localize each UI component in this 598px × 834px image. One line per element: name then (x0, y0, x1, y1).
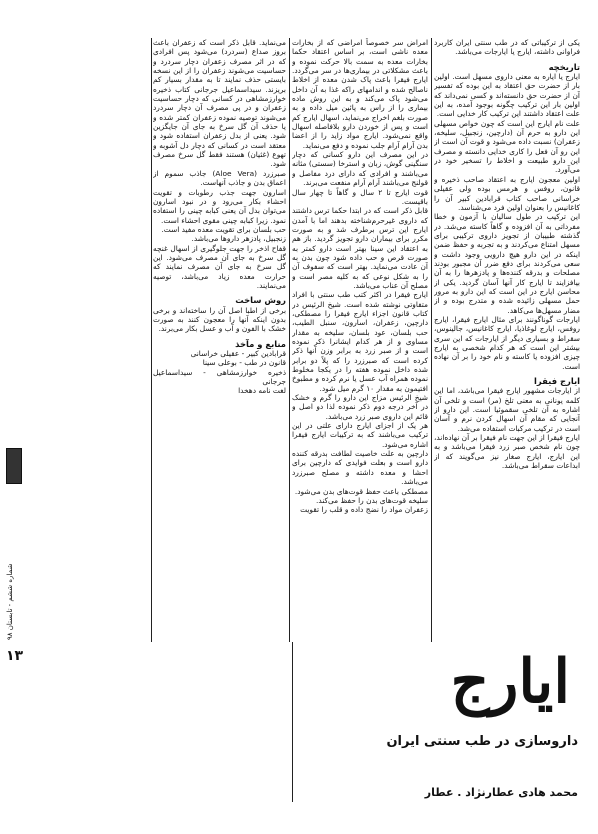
article-column-2 (292, 38, 428, 642)
paragraph: اولین معجون ایارج به اعتقاد صاحب ذخیره و قانون، روفس و هرمس بوده ولی عقیلی خراسانی صاحب کتاب قرابادین کبیر آن را کاغانیس را بعنوان اولین فرد می‌شناسد. (434, 174, 580, 212)
section-heading: ایارج فیقرا (534, 376, 580, 387)
paragraph: این ترکیب در طول سالیان با آزمون و خطا مفرداتی به آن افزوده و گاهاً کاسته می‌شد. در گذشته طبیبان از تجویز داروی ترکیبی برای مسهل امتناع می‌کردند و به تجربه و حفظ ضمن اینکه در این دارو هیچ دارویی وجود داشت و سعی می‌کردند برای دفع ضرر آن مجبور بودند مصلحات و بدرقه کننده‌ها و پادزهرها را به آن بیافزایند تا ایارج کار آنها آسان گردید. یکی از محاسن ایارج در این است که این دارو به مرور حمل مسهلی زائیده شده و متدرج بوده و از مضار مسهل‌ها می‌کاهد. (434, 212, 580, 315)
paragraph: ایارجات گوناگونند برای مثال ایارج فیقرا، ایارج روفس، ایارج لوغاذیا، ایارج کاغانیس، جالینوس، سقراط و بسیاری دیگر از ایارجات که این سری بیشتر این است که هر کدام شخصی به ایارج چیزی افزوده یا کاسته و نام خود را بر آن نهاده است. (434, 314, 580, 371)
paragraph: حب بلسان برای تقویت معده مفید است. (161, 224, 286, 234)
paragraph: از ایارجات مشهور ایارج فیقرا می‌باشد، اما این کلمه یونانی به معنی تلخ (مر) است و تلخی آن اشاره به آن تلخی سقموئیا است. این دارو از آنجایی که مقام آن اسهال کردن نرم و آسان است در ترکیب مرکبات استفاده می‌شد. (434, 386, 580, 433)
paragraph: قوت ایارج تا ۲ سال و گاهاً تا چهار سال باقیست. (292, 187, 428, 206)
paragraph: ایارج یا ایاره به معنی داروی مسهل است. اولین بار از حضرت حق اعتقاد به این بوده که تفسیر آن از حضرت حق دانسته‌اند و کسی نمی‌داند که اولین بار این ترکیب چگونه بوجود آمده، به این علت اعتقاد داشتند این ترکیب کار خدایی است. (434, 72, 580, 119)
paragraph: سلیخه قوت‌های بدن را حفظ می‌کند. (316, 495, 428, 505)
title-rule (292, 642, 293, 802)
column-rule (431, 38, 432, 642)
article-author: محمد هادی عطارنژاد . عطار (424, 786, 578, 799)
page-number: ۱۳ (6, 648, 24, 664)
paragraph: امراض سر خصوصاً امراضی که از بخارات معده ناشی است، بر اساس اعتقاد حکما بخارات معده به سمت بالا حرکت نموده و باعث مشکلاتی در بیماری‌ها در سر می‌گردد. ایارج فیقرا باعث پاک شدن معده از اخلاط ناصالح شده و اندامهای راکه غذا به آن داخل می‌شود پاک می‌کند و به این روش ماده بیماری را از راس به پائین میل داده و به صورت بلغم اخراج می‌نماید، اسهال ایارج کم است و پس از خوردن دارو بلافاصله اسهال واقع نمی‌شود. ایارج مواد زاید را از اعضا بدن آرام آرام جلب نموده و دفع می‌نماید. (292, 38, 428, 150)
paragraph: در این مصرف این دارو کسانی که دچار سنگینی گوش، زبان و استرخا (سستی) مثانه می‌باشند و افرادی که دارای درد مفاصل و قولنج می‌باشند آرام آرام منفعت می‌برند. (292, 150, 428, 188)
paragraph: صبرزرد (Aloe Vera) جاذب سموم از اعماق بدن و جاذب آنهاست. (153, 168, 286, 188)
section-heading: روش ساخت (235, 295, 286, 306)
paragraph: زنجبیل، پادزهر داروها می‌باشد. (191, 234, 286, 244)
paragraph: برخی از اطبا اصل آن را ساخته‌اند و برخی بدون اینکه آنها را معجون کنند به صورت خشک با الفون و آب و عسل بکار می‌برند. (153, 305, 286, 334)
issue-info: شماره ششم - تابستان ۹۸ (6, 563, 14, 640)
column-rule (289, 38, 290, 642)
paragraph: هر یک از اجزای ایارج دارای علتی در این ترکیب می‌باشند که به ترکیبات ایارج فیقرا اشاره می‌شود. (292, 421, 428, 449)
paragraph: می‌نماید. قابل ذکر است که زعفران باعث بروز صداع (سردرد) می‌شود پس افرادی که در اثر مصرف زعفران دچار سردرد و حساسیت می‌شوند زعفران را از این نسخه بایستی حذف نمایند تا به مقدار بسیار کم بریزند. سیداسماعیل جرجانی کتاب ذخیره خوارزمشاهی در کسانی که دچار حساسیت زعفران و در پی مصرف آن دچار سردرد می‌شوند توصیه نموده زعفران کمتر شده و یا حذف آن گل سرخ به جای آن جایگزین شود. یعنی از بدل زعفران استفاده شود و معتقد است در کسانی که دچار دل آشوبه و تهوع (غثیان) هستند فقط گل سرخ مصرف شود. (153, 38, 286, 169)
paragraph: ایارج فیقرا از این جهت نام فیقرا بر آن نهاده‌اند، چون نام شخص صبر زرد فیقرا می‌باشد و به این ایارج، ایارج صغار نیز می‌گویند که از ابداعات سقراط می‌باشد. (434, 433, 580, 471)
issue-sidebar (6, 448, 22, 668)
paragraph: قفاح اذخر را جهت جلوگیری از اسهال غنچه گل سرخ به جای آن مصرف می‌شود. این گل سرخ به جای آن مصرف نمایند که حرارت معده زیاد می‌باشد، توصیه می‌نمایند. (153, 243, 286, 290)
paragraph: زعفران مواد را نضج داده و قلب را تقویت (300, 505, 428, 515)
magazine-logo-icon (6, 448, 22, 484)
paragraph: قرابادین کبیر - عقیلی خراسانی (190, 349, 286, 358)
paragraph: ایارج فیقرا در اکثر کتب طب سنتی با افراد متفاوتی نوشته شده است. شیخ الرئیس در کتاب قانون اجزاء ایارج فیقرا را مصطکی، دارچین، زعفران، اسارون، سنبل الطیب، حب بلسان، عود بلسان، سلیخه به مقدار مساوی و از هر کدام ایشانرا ذکر نموده است و از صبر زرد به برابر وزن آنها ذکر کرده است که صبرزرد را که پلاً دو برابر شده داخل نموده هفته را در یکجا مخلوط نموده همراه آب عسل یا نرم کرده و مطبوخ افتیمون به مقدار ۱۰ گرم میل شود. (292, 290, 428, 393)
paragraph: لغت نامه دهخدا (238, 386, 286, 396)
paragraph: علت نام ایارج این است که چون خواص مسهلی این دارو به حرم آن (دارچین، زنجبیل، سلیخه، زعفران) نسبت داده می‌شود و قوت آن است از این رو آن فعل را کاری خدایی دانسته و مصرف این دارو طبیعت و اخلاط را تسخیر خود در می‌آورد. (434, 118, 580, 175)
paragraph: اسارون جهت جذب رطوبات و تقویت احشاء بکار می‌رود و در نبود اسارون می‌توان بدل آن یعنی کبابه چینی را استفاده نمود. زیرا کبابه چینی مقوی احشاء است. (153, 187, 286, 225)
article-title: ایارج (450, 647, 570, 717)
article-column-3 (153, 38, 286, 642)
column-rule (151, 38, 152, 642)
paragraph: قانون در طب - بوعلی سینا (202, 358, 286, 368)
section-heading: منابع و مآخذ (235, 338, 286, 349)
article-subtitle: داروسازی در طب سنتی ایران (386, 734, 578, 749)
paragraph: دارچین به علت خاصیت لطافت بدرقه کننده دارو است و بعلت فوایدی که دارچین برای احشا و معده داشته و مصلح صبرزرد می‌باشد. (292, 449, 428, 487)
paragraph: شیخ الرئیس مزاج این دارو را گرم و خشک در آخر درجه دوم ذکر نموده لذا دو اصل و قائم این داروی صبر زرد می‌باشد. (292, 393, 428, 421)
paragraph: قابل ذکر است که در ابتدا حکما ترس داشتند که داروی غیرحرم‌شناخته بدهند اما با آمدن ایارج این ترس برطرف شد و به صورت مکرر برای بیماران دارو تجویز گردید. باز هم به اعتقاد این سینا بهتر است دارو کمتر به صورت قرص و حب داده شود چون بدن به آن عادت می‌نماید. بهتر است که سفوف آن را به شکل نوعی که به کلیه مصر است و مصلح آن عناب می‌باشد. (292, 206, 428, 290)
section-heading: تاریخچه (548, 61, 580, 72)
paragraph: مصطکی باعث حفظ قوت‌های بدن می‌شود. (294, 486, 428, 496)
paragraph: یکی از ترکیباتی که در طب سنتی ایران کاربرد فراوانی داشته، ایارج یا ایارجات می‌باشد. (434, 38, 580, 57)
article-column-1 (434, 38, 580, 642)
paragraph: ذخیره خوارزمشاهی - سیداسماعیل جرجانی (153, 367, 286, 387)
